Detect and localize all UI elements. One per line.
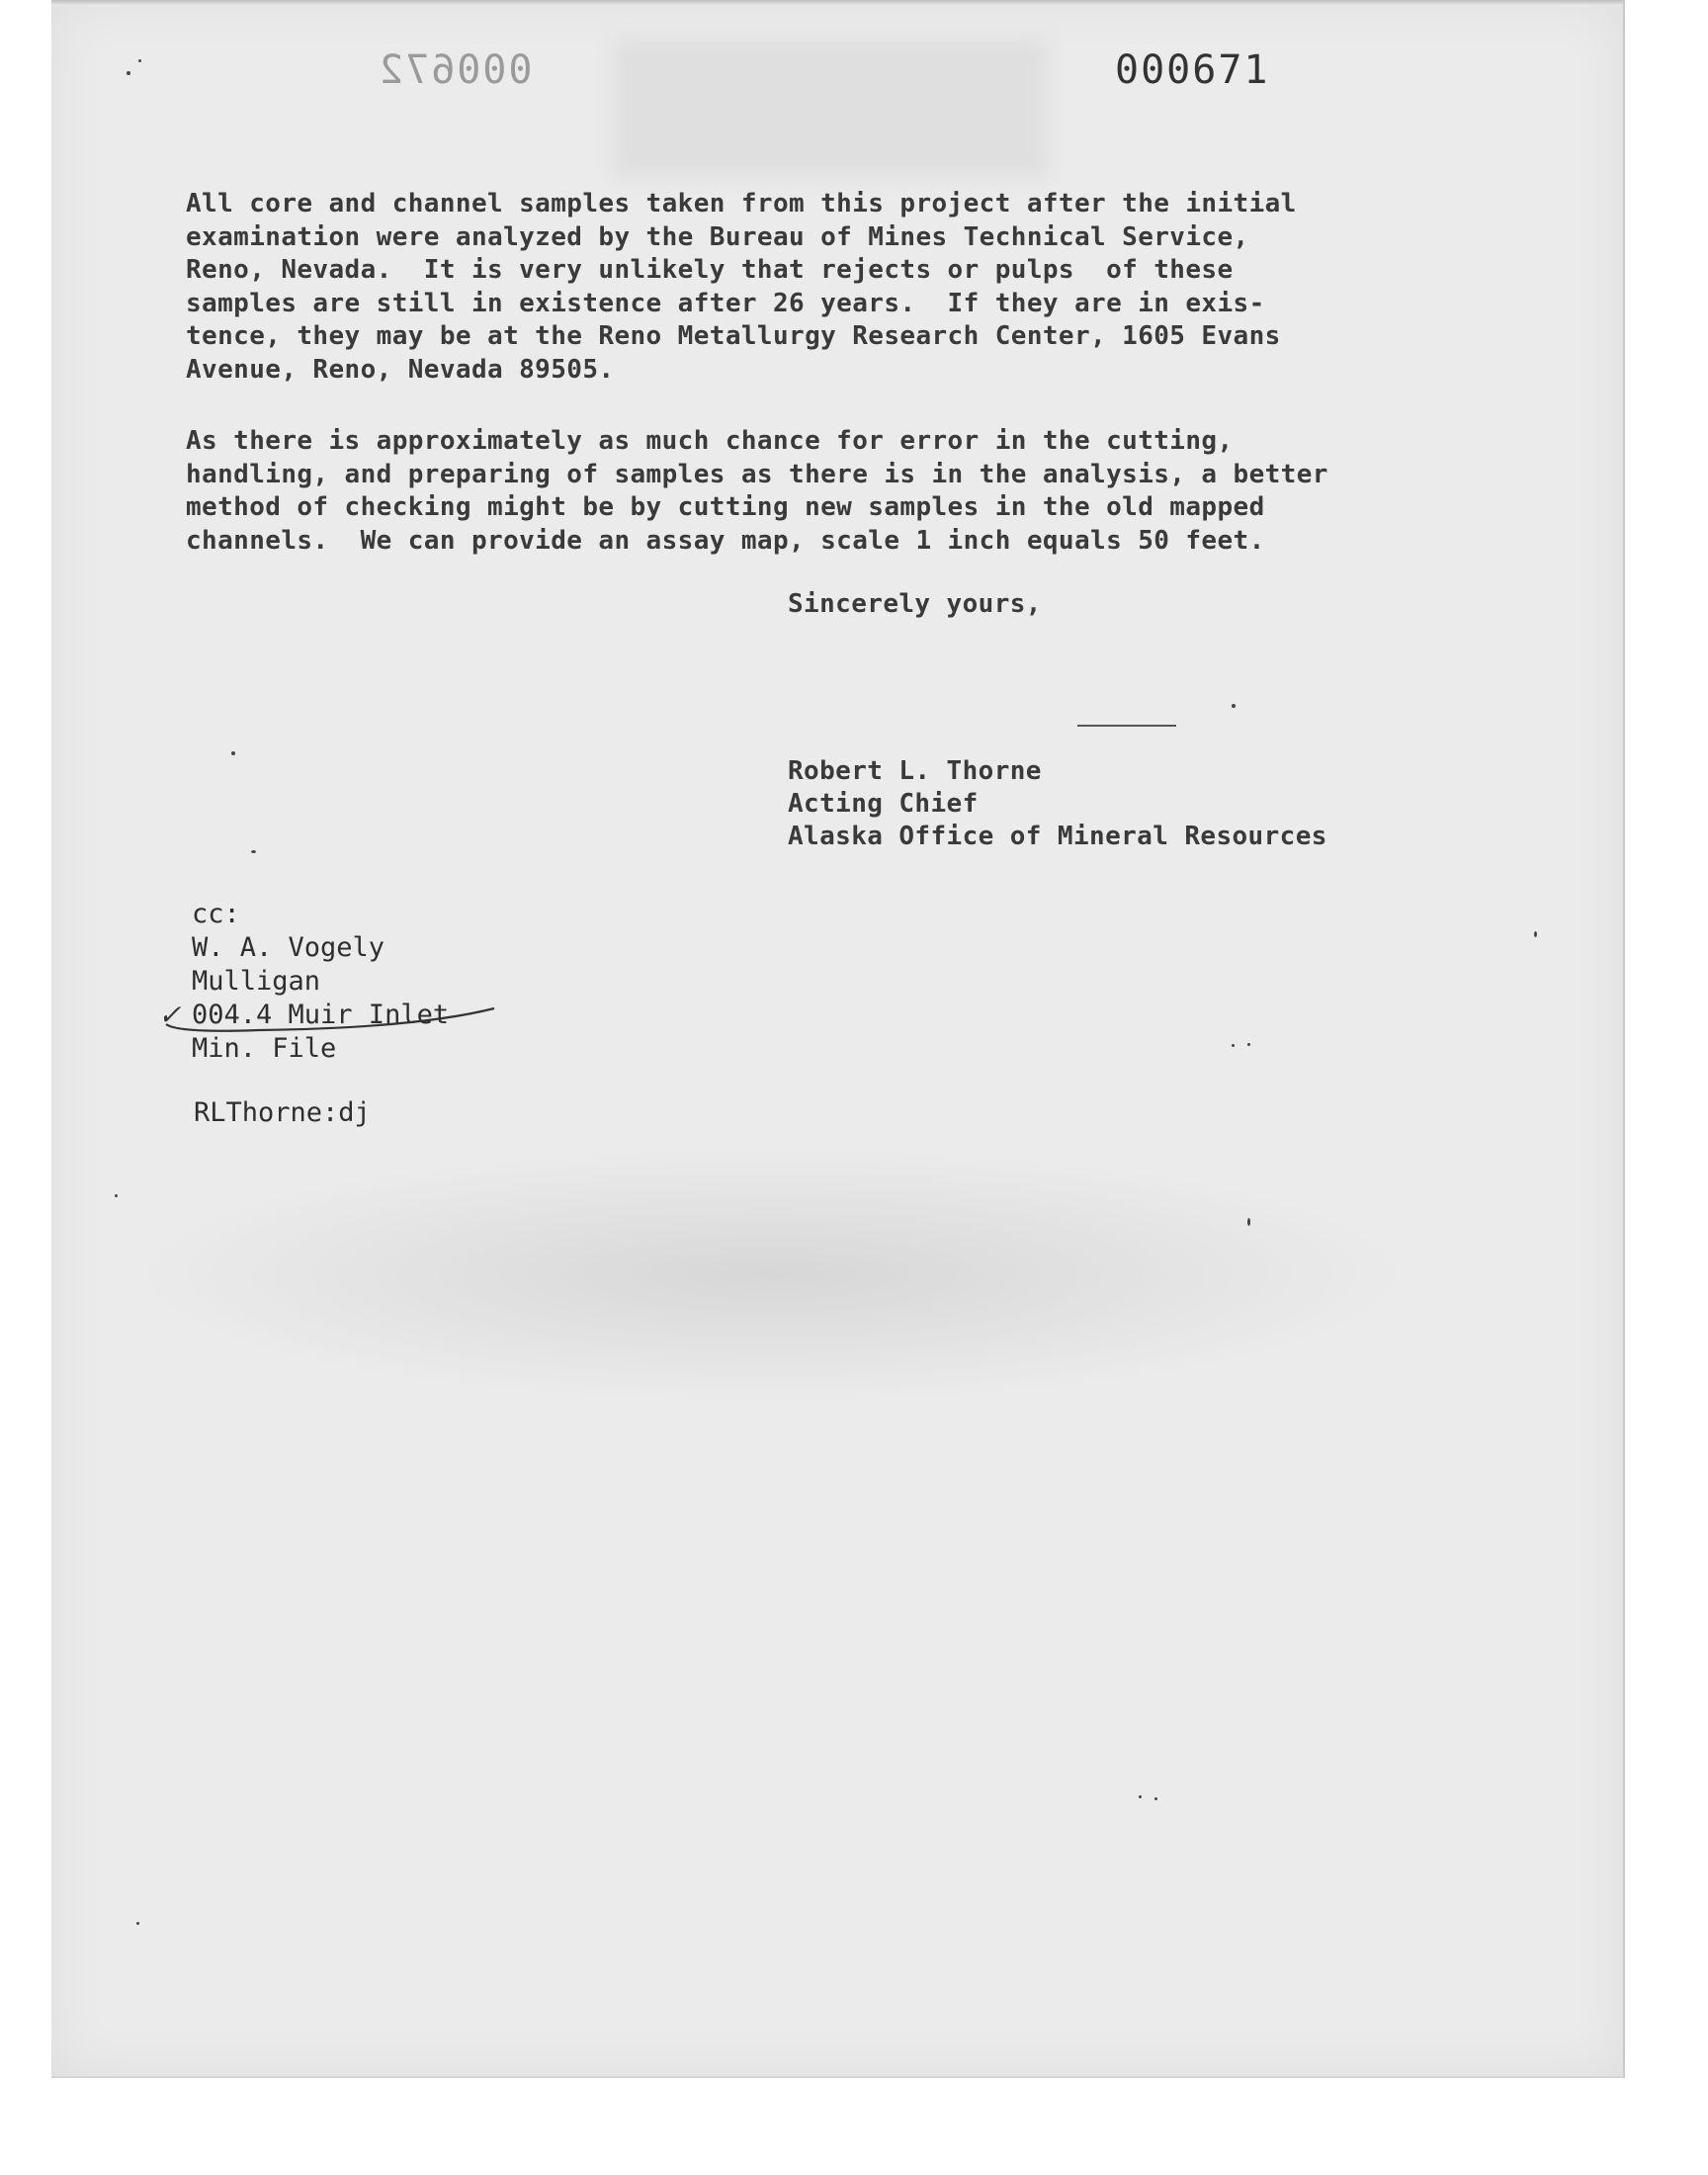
- speck: [1154, 1797, 1157, 1800]
- speck: [138, 59, 141, 62]
- paragraph-line: tence, they may be at the Reno Metallurgy Research Center, 1605 Evans: [186, 321, 1281, 351]
- cc-recipient: Min. File: [192, 1033, 337, 1064]
- signer-name: Robert L. Thorne: [788, 756, 1042, 786]
- underline-stroke: [166, 1008, 494, 1031]
- paragraph-line: examination were analyzed by the Bureau of Mines Technical Service,: [186, 221, 1249, 252]
- check-mark-icon: ✓: [158, 999, 182, 1031]
- paragraph-line: Reno, Nevada. It is very unlikely that rejects or pulps of these: [186, 255, 1234, 285]
- speck: [231, 751, 235, 755]
- speck: [115, 1194, 118, 1197]
- signer-title: Acting Chief: [788, 789, 979, 819]
- speck: [1139, 1795, 1142, 1798]
- paragraph-line: method of checking might be by cutting new samples in the old mapped: [186, 492, 1265, 522]
- speck: [1232, 1044, 1235, 1047]
- paragraph-line: As there is approximately as much chance for error in the cutting,: [186, 426, 1234, 456]
- cc-recipient-underlined: 004.4 Muir Inlet: [192, 1000, 450, 1030]
- cc-recipient: W. A. Vogely: [192, 932, 385, 963]
- signer-office: Alaska Office of Mineral Resources: [788, 822, 1327, 851]
- speck: [1247, 1218, 1250, 1226]
- page-number-stamp: 000671: [1115, 47, 1270, 93]
- closing: Sincerely yours,: [788, 589, 1042, 619]
- speck: [1247, 1043, 1250, 1046]
- typist-initials: RLThorne:dj: [194, 1097, 371, 1128]
- speck: [127, 71, 130, 75]
- paragraph-line: Avenue, Reno, Nevada 89505.: [186, 354, 615, 385]
- cc-recipient: Mulligan: [192, 966, 321, 997]
- speck: [136, 1922, 139, 1925]
- mirrored-page-stamp: 000672: [378, 47, 533, 93]
- speck: [1534, 931, 1537, 937]
- paragraph-line: handling, and preparing of samples as there is in the analysis, a better: [186, 459, 1328, 489]
- speck: [1232, 704, 1236, 708]
- speck: [251, 850, 256, 853]
- paragraph-line: All core and channel samples taken from this project after the initial: [186, 189, 1297, 218]
- paragraph-line: channels. We can provide an assay map, scale 1 inch equals 50 feet.: [186, 525, 1265, 556]
- paragraph-line: samples are still in existence after 26 years. If they are in exis-: [186, 288, 1265, 318]
- cc-label: cc:: [192, 899, 240, 929]
